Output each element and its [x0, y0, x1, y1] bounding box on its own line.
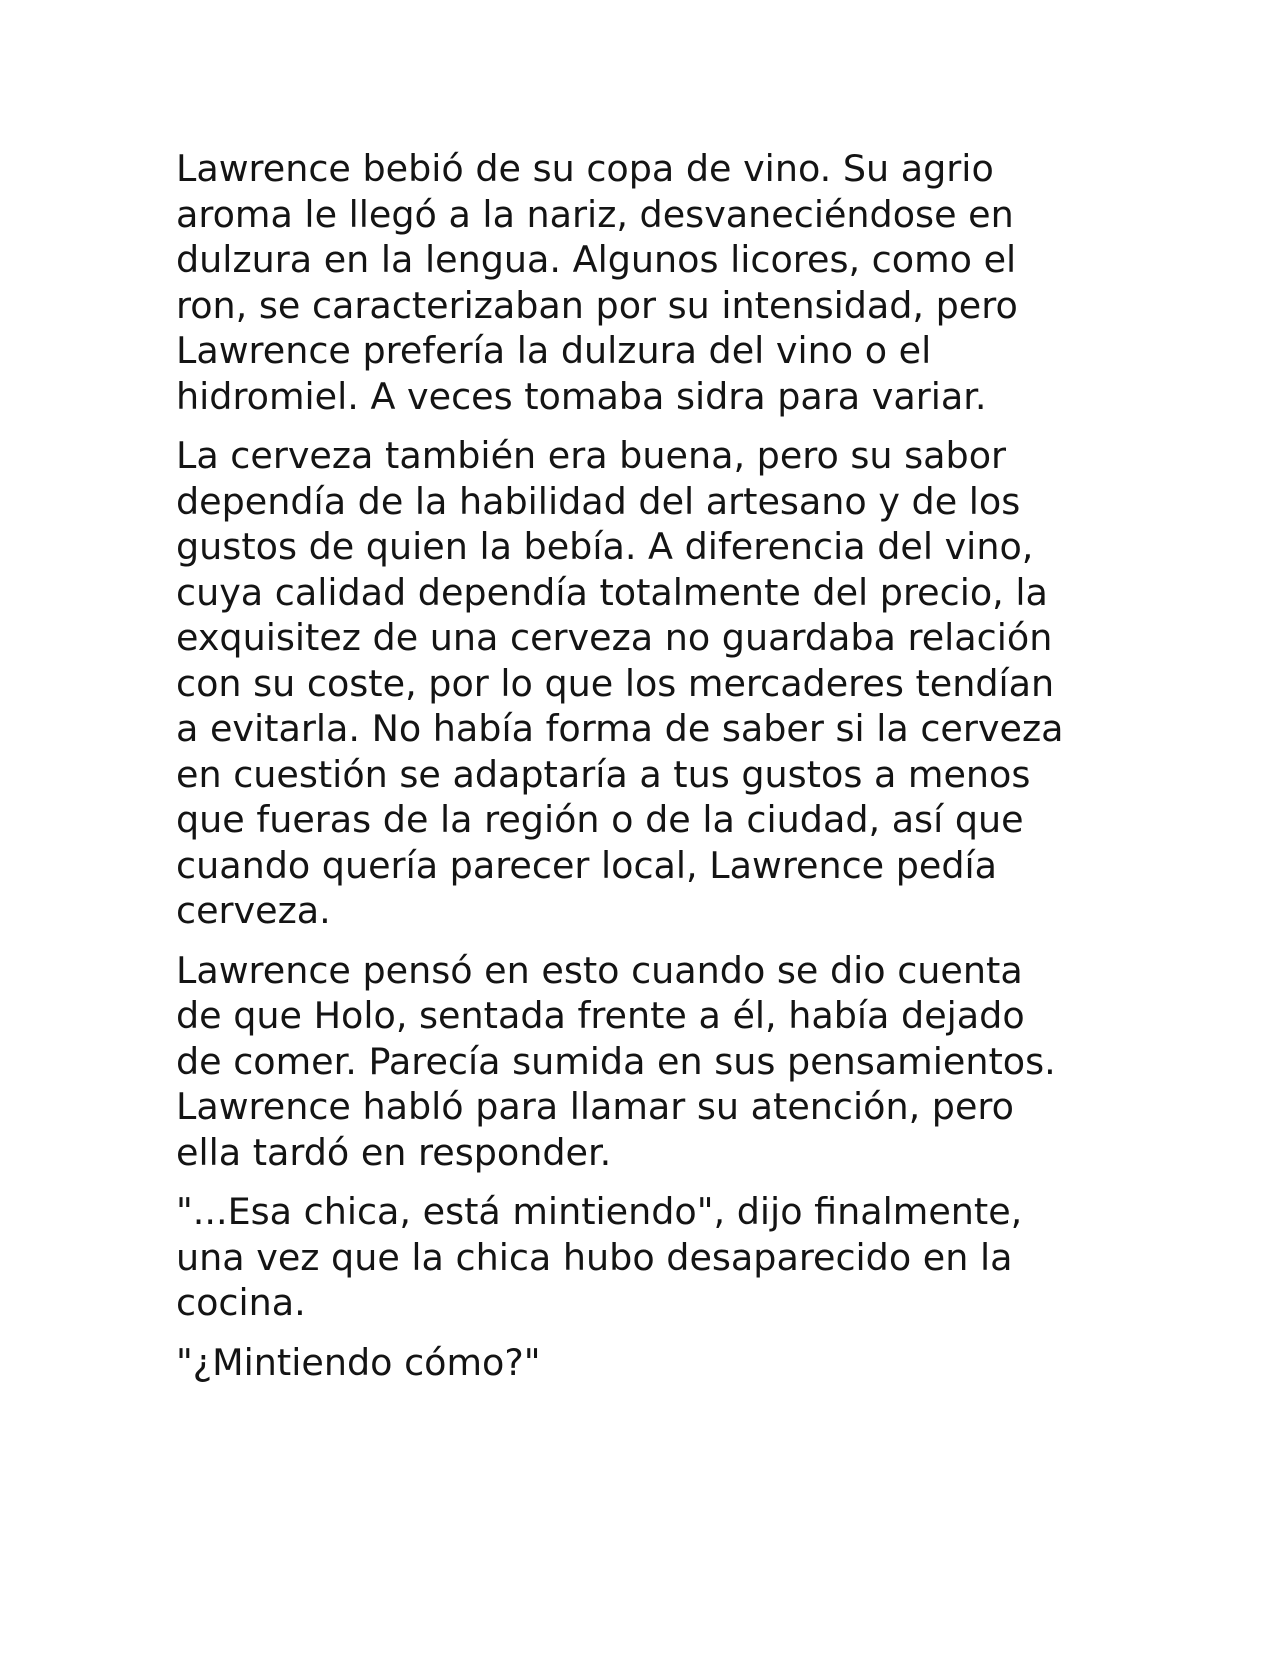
text-line: La cerveza también era buena, pero su sabor: [176, 434, 1007, 477]
text-line: exquisitez de una cerveza no guardaba relación: [176, 616, 1053, 659]
paragraph-4: [176, 1189, 1096, 1326]
text-line: con su coste, por lo que los mercaderes tendían: [176, 661, 1055, 705]
text-line: ron, se caracterizaban por su intensidad, pero: [176, 283, 1018, 327]
text-line: dulzura en la lengua. Algunos licores, como el: [176, 238, 1017, 281]
text-line: Lawrence habló para llamar su atención, pero: [176, 1085, 1014, 1128]
text-line: cocina.: [176, 1281, 306, 1324]
paragraph-5: [176, 1340, 1096, 1386]
document-page: [176, 146, 1096, 1399]
text-line: una vez que la chica hubo desaparecido en la: [176, 1235, 1013, 1279]
text-line: en cuestión se adaptaría a tus gustos a menos: [176, 752, 1031, 796]
text-line: Lawrence pensó en esto cuando se dio cuenta: [176, 948, 1023, 992]
text-line: que fueras de la región o de la ciudad, así que: [176, 798, 1024, 841]
text-line: ella tardó en responder.: [176, 1130, 612, 1174]
text-line: dependía de la habilidad del artesano y de los: [176, 479, 1021, 523]
text-line: de que Holo, sentada frente a él, había dejado: [176, 994, 1025, 1037]
text-line: aroma le llegó a la nariz, desvaneciéndose en: [176, 192, 1014, 236]
text-line: Lawrence bebió de su copa de vino. Su agrio: [176, 147, 994, 190]
paragraph-1: [176, 146, 1096, 419]
paragraph-3: [176, 948, 1096, 1176]
text-line: gustos de quien la bebía. A diferencia del vino,: [176, 525, 1034, 568]
text-line: de comer. Parecía sumida en sus pensamientos.: [176, 1039, 1056, 1083]
text-line: hidromiel. A veces tomaba sidra para variar.: [176, 374, 987, 418]
text-line: a evitarla. No había forma de saber si la cerveza: [176, 707, 1064, 750]
text-line: Lawrence prefería la dulzura del vino o el: [176, 329, 932, 372]
text-line: cuya calidad dependía totalmente del precio, la: [176, 570, 1048, 614]
paragraph-2: [176, 433, 1096, 934]
text-line: cerveza.: [176, 889, 331, 932]
text-line: "...Esa chica, está mintiendo", dijo finalmente,: [176, 1190, 1023, 1233]
text-line: "¿Mintiendo cómo?": [176, 1340, 541, 1384]
text-line: cuando quería parecer local, Lawrence pedía: [176, 843, 998, 887]
